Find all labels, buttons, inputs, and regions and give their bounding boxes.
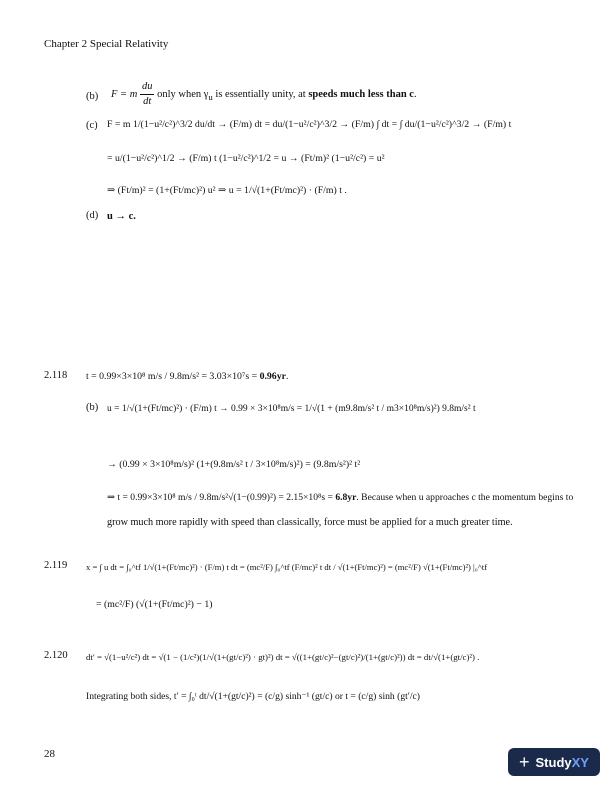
p117-d-text: u → c. [107, 211, 136, 222]
part-c-label: (c) [86, 120, 98, 131]
bold-conclusion: speeds much less than c [308, 88, 414, 100]
p118-part-b-label: (b) [86, 402, 99, 413]
p118-b-line2: → (0.99 × 3×10⁸m/s)² (1+(9.8m/s² t / 3×10⁸m/s)²) = (9.8m/s²)² t² [107, 459, 361, 470]
problem-number-2-119: 2.119 [44, 560, 68, 571]
studyxy-logo-badge[interactable] [508, 748, 600, 776]
p117-c-line3: ⇒ (Ft/m)² = (1+(Ft/mc)²) u² ⇒ u = 1/√(1+(Ft/mc)²) · (F/m) t . [107, 185, 347, 196]
badge-text: StudyXY [535, 754, 589, 770]
p117-c-line2: = u/(1−u²/c²)^1/2 → (F/m) t (1−u²/c²)^1/2 = u → (Ft/m)² (1−u²/c²) = u² [107, 153, 385, 164]
bold-answer: 6.8yr [335, 492, 357, 503]
p118-line1: t = 0.99×3×10⁸ m/s / 9.8m/s² = 3.03×10⁷s = 0.96yr. [86, 371, 289, 382]
p119-line2: = (mc²/F) (√(1+(Ft/mc)²) − 1) [96, 599, 213, 610]
page-number: 28 [44, 748, 55, 760]
chapter-header: Chapter 2 Special Relativity [44, 38, 169, 50]
p117-c-line1: F = m 1/(1−u²/c²)^3/2 du/dt → (F/m) dt = du/(1−u²/c²)^3/2 → (F/m) ∫ dt = ∫ du/(1−u²/c²)^3/2 → (F/m) t [107, 119, 512, 130]
part-d-label: (d) [86, 210, 99, 221]
p118-b-line3: ⇒ t = 0.99×3×10⁸ m/s / 9.8m/s²√(1−(0.99)²) = 2.15×10⁸s = 6.8yr. Because when u approaches c the momentum begins to [107, 492, 574, 503]
plus-icon: + [519, 751, 530, 772]
problem-number-2-118: 2.118 [44, 370, 68, 381]
p120-line2: Integrating both sides, t′ = ∫₀ᵗ dt/√(1+(gt/c)²) = (c/g) sinh⁻¹ (gt/c) or t = (c/g) sinh (gt′/c) [86, 691, 421, 702]
part-b-label: (b) [86, 91, 99, 102]
bold-answer: 0.96yr [259, 371, 286, 382]
p118-b-line4: grow much more rapidly with speed than classically, force must be applied for a much greater time. [107, 517, 513, 528]
p117-b-lhs: F = m [111, 88, 138, 100]
fraction: $\frac{du}{dt}$ [141, 81, 153, 107]
p120-line1: dt′ = √(1−u²/c²) dt = √(1 − (1/c²)(1/√(1+(gt/c)²) · gt)²) dt = √((1+(gt/c)²−(gt/c)²)/(1+(gt/c)²)) dt = dt/√(1+(gt/c)²) . [86, 652, 480, 662]
p118-b-line1: u = 1/√(1+(Ft/mc)²) · (F/m) t → 0.99 × 3×10⁸m/s = 1/√(1 + (m9.8m/s² t / m3×10⁸m/s)²) 9.8m/s² t [107, 404, 476, 414]
problem-number-2-120: 2.120 [44, 650, 68, 661]
p119-line1: x = ∫ u dt = ∫₀^tf 1/√(1+(Ft/mc)²) · (F/m) t dt = (mc²/F) ∫₀^tf (F/mc)² t dt / √(1+(Ft/mc)²) = (mc²/F) √(1+(Ft/mc)²) |₀^tf [86, 562, 488, 572]
p117-b-equation: F = m $\frac{du}{dt}$ only when $\gamma_u$ is essentially unity, at speeds much less than c. [111, 81, 417, 107]
